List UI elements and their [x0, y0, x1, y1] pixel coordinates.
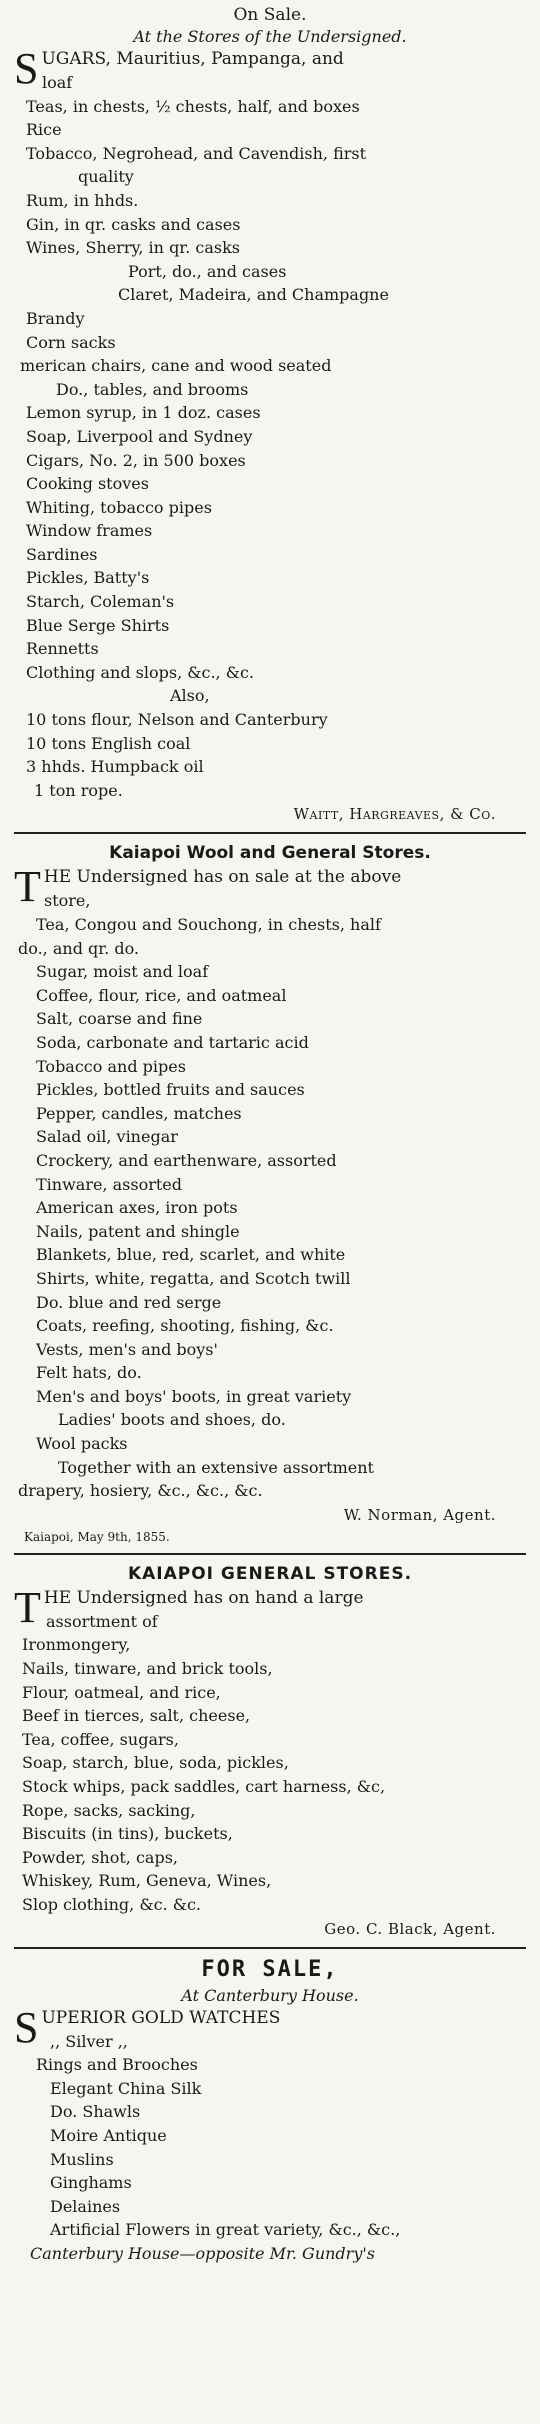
opening-line: HE Undersigned has on hand a large	[43, 1587, 364, 1608]
list-item: Salt, coarse and fine	[36, 1009, 203, 1029]
ad-signature: Waitt, Hargreaves, & Co.	[293, 805, 496, 824]
list-item: Tinware, assorted	[36, 1174, 182, 1194]
ad-title: KAIAPOI GENERAL STORES.	[127, 1563, 413, 1584]
list-item: Claret, Madeira, and Champagne	[118, 285, 389, 305]
ad-title: Kaiapoi Wool and General Stores.	[109, 843, 431, 864]
list-item: Artificial Flowers in great variety, &c., &c.,	[50, 2220, 401, 2240]
list-item: Beef in tierces, salt, cheese,	[22, 1706, 251, 1726]
divider	[14, 1553, 526, 1555]
list-item: ,, Silver ,,	[50, 2031, 128, 2051]
list-item: loaf	[42, 73, 73, 92]
list-item: Teas, in chests, ½ chests, half, and boxes	[26, 96, 360, 116]
item-list	[14, 71, 526, 802]
list-item: Men's and boys' boots, in great variety	[36, 1386, 352, 1406]
list-item: Tea, coffee, sugars,	[22, 1729, 179, 1749]
list-item: Rings and Brooches	[36, 2055, 198, 2075]
list-item: Canterbury House—opposite Mr. Gundry's	[30, 2243, 375, 2263]
drop-cap: T	[14, 862, 41, 912]
list-item: Window frames	[26, 521, 153, 541]
list-item: Biscuits (in tins), buckets,	[22, 1824, 233, 1844]
ad-kaiapoi-wool	[0, 840, 540, 1546]
list-item: Slop clothing, &c. &c.	[22, 1894, 201, 1914]
list-item: 3 hhds. Humpback oil	[26, 757, 204, 777]
list-item: store,	[44, 891, 91, 911]
ad-date: Kaiapoi, May 9th, 1855.	[24, 1529, 170, 1544]
list-item: Sugar, moist and loaf	[36, 962, 209, 982]
list-item: Crockery, and earthenware, assorted	[36, 1150, 337, 1170]
list-item: Coats, reefing, shooting, fishing, &c.	[36, 1316, 334, 1336]
ad-signature: Geo. C. Black, Agent.	[324, 1919, 496, 1938]
list-item: Starch, Coleman's	[26, 592, 175, 612]
list-item: Vests, men's and boys'	[36, 1339, 218, 1359]
ad-subtitle: At the Stores of the Undersigned.	[133, 27, 407, 46]
list-item: Ladies' boots and shoes, do.	[58, 1410, 286, 1430]
list-item: Wines, Sherry, in qr. casks	[26, 238, 240, 258]
divider	[14, 832, 526, 834]
list-item: drapery, hosiery, &c., &c., &c.	[18, 1481, 263, 1501]
list-item: Moire Antique	[50, 2125, 167, 2145]
ad-title: On Sale.	[233, 5, 307, 25]
list-item: Ironmongery,	[22, 1635, 131, 1655]
list-item: Ginghams	[50, 2173, 132, 2193]
list-item: Soap, Liverpool and Sydney	[26, 426, 253, 446]
list-item: Together with an extensive assortment	[58, 1457, 374, 1477]
list-item: Wool packs	[36, 1434, 128, 1454]
list-item: Rope, sacks, sacking,	[22, 1800, 196, 1820]
drop-cap: S	[14, 44, 39, 93]
list-item: Whiting, tobacco pipes	[26, 497, 212, 517]
list-item: Stock whips, pack saddles, cart harness, &c,	[22, 1777, 386, 1796]
list-item: Tobacco, Negrohead, and Cavendish, first	[26, 143, 367, 163]
list-item: Nails, patent and shingle	[36, 1221, 240, 1241]
list-item: Cigars, No. 2, in 500 boxes	[26, 450, 246, 470]
list-item: Corn sacks	[26, 332, 116, 352]
list-item: Rennetts	[26, 639, 99, 659]
drop-cap: S	[14, 2002, 39, 2052]
divider	[14, 1947, 526, 1949]
list-item: Pepper, candles, matches	[36, 1103, 242, 1123]
list-item: 1 ton rope.	[34, 780, 123, 800]
list-item: Do., tables, and brooms	[56, 379, 249, 399]
opening-line: UPERIOR GOLD WATCHES	[41, 2007, 281, 2028]
drop-cap: T	[14, 1582, 41, 1632]
list-item: Blankets, blue, red, scarlet, and white	[36, 1245, 346, 1265]
list-item: Tobacco and pipes	[36, 1056, 186, 1076]
list-item: Muslins	[50, 2149, 114, 2169]
list-item: Pickles, Batty's	[26, 568, 150, 588]
ad-kaiapoi-general	[0, 1561, 540, 1941]
item-list	[14, 1610, 526, 1917]
list-item: Coffee, flour, rice, and oatmeal	[36, 985, 287, 1005]
list-item: Felt hats, do.	[36, 1363, 142, 1383]
list-item: Nails, tinware, and brick tools,	[22, 1659, 273, 1679]
list-item: Do. Shawls	[50, 2102, 141, 2122]
list-item: Do. blue and red serge	[36, 1292, 222, 1312]
list-item: Rum, in hhds.	[26, 190, 139, 210]
list-item: 10 tons English coal	[26, 733, 191, 753]
list-item: assortment of	[46, 1611, 158, 1631]
list-item: Sardines	[26, 544, 98, 564]
list-item: Blue Serge Shirts	[26, 615, 170, 635]
list-item: Pickles, bottled fruits and sauces	[36, 1080, 305, 1100]
list-item: Port, do., and cases	[128, 261, 287, 281]
list-item: quality	[78, 167, 134, 187]
ad-subtitle: At Canterbury House.	[181, 1985, 359, 2005]
list-item: American axes, iron pots	[36, 1198, 238, 1218]
list-item: Soap, starch, blue, soda, pickles,	[22, 1753, 289, 1773]
list-item: merican chairs, cane and wood seated	[20, 356, 332, 376]
list-item: Cooking stoves	[26, 474, 149, 494]
list-item: Elegant China Silk	[50, 2078, 202, 2098]
list-item: Rice	[26, 120, 62, 140]
list-item: do., and qr. do.	[18, 938, 140, 958]
opening-line: UGARS, Mauritius, Pampanga, and	[41, 49, 344, 69]
list-item: Tea, Congou and Souchong, in chests, half	[36, 915, 381, 934]
list-item: 10 tons flour, Nelson and Canterbury	[26, 710, 328, 730]
list-item: Lemon syrup, in 1 doz. cases	[26, 403, 261, 423]
list-item: Brandy	[26, 308, 85, 328]
list-item: Shirts, white, regatta, and Scotch twill	[36, 1268, 351, 1288]
ad-on-sale	[0, 4, 540, 826]
ad-title: FOR SALE,	[201, 1956, 339, 1982]
list-item: Also,	[170, 686, 210, 706]
list-item: Powder, shot, caps,	[22, 1847, 179, 1867]
item-list	[14, 2030, 526, 2266]
list-item: Whiskey, Rum, Geneva, Wines,	[22, 1871, 272, 1891]
list-item: Gin, in qr. casks and cases	[26, 214, 241, 234]
ad-for-sale	[0, 1955, 540, 2266]
list-item: Delaines	[50, 2196, 121, 2216]
list-item: Flour, oatmeal, and rice,	[22, 1682, 221, 1702]
list-item: Clothing and slops, &c., &c.	[26, 662, 254, 682]
list-item: Soda, carbonate and tartaric acid	[36, 1032, 309, 1052]
list-item: Salad oil, vinegar	[36, 1127, 178, 1147]
ad-signature: W. Norman, Agent.	[343, 1505, 496, 1524]
item-list	[14, 889, 526, 1502]
opening-line: HE Undersigned has on sale at the above	[43, 867, 402, 888]
